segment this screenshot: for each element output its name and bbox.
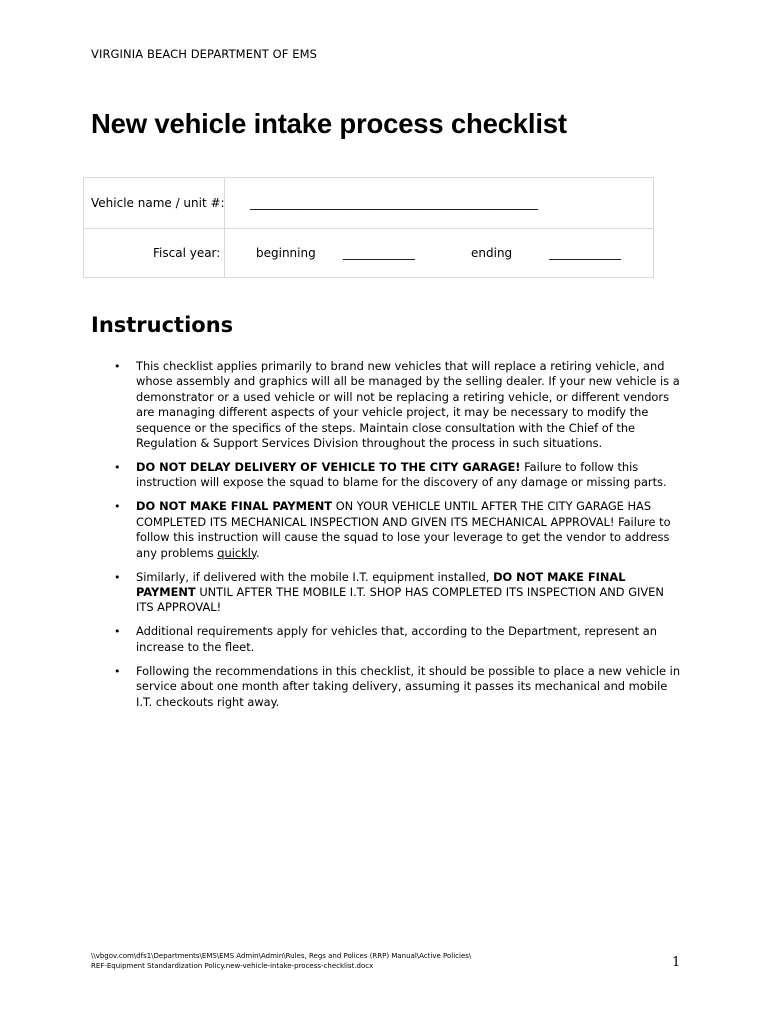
list-item (109, 570, 684, 616)
item-text: Failure to follow this instruction will expose the squad to blame for the discovery of any damage or missing parts. (136, 460, 667, 490)
item-text: ON YOUR VEHICLE UNTIL AFTER THE CITY GARAGE HAS COMPLETED ITS MECHANICAL INSPECTION AND GIVEN ITS MECHANICAL APPROVAL! Failure to follow this instruction will cause the squad to lose your leverage to get the vendor to address any problems (136, 499, 671, 560)
item-bold-text: DO NOT MAKE FINAL PAYMENT (136, 569, 626, 600)
instructions-heading: Instructions (91, 313, 234, 337)
item-underline-text: quickly (217, 545, 257, 560)
fiscal-year-row (84, 228, 653, 278)
list-item (109, 624, 684, 655)
item-lead-text: Similarly, if delivered with the mobile I.T. equipment installed, (136, 569, 494, 584)
item-text: Following the recommendations in this checklist, it should be possible to place a new vehicle in service about one month after taking delivery, assuming it passes its mechanical and mobile I.T. checkouts right away. (136, 663, 681, 709)
bullet-icon: • (114, 664, 121, 678)
item-text: This checklist applies primarily to brand new vehicles that will replace a retiring vehicle, and whose assembly and graphics will all be managed by the selling dealer. If your new vehicle is a demonstrator or a used vehicle or will not be replacing a retiring vehicle, or different vendors are managing different aspects of your vehicle project, it may be necessary to modify the sequence or the specifics of the steps. Maintain close consultation with the Chief of the Regulation & Support Services Division throughout the process in such situations. (136, 359, 680, 451)
item-text: Additional requirements apply for vehicles that, according to the Department, represent an increase to the fleet. (136, 624, 657, 654)
instructions-list (109, 359, 684, 719)
item-tail-text: . (256, 545, 260, 560)
list-item (109, 664, 684, 710)
item-bold-text: DO NOT DELAY DELIVERY OF VEHICLE TO THE CITY GARAGE! (136, 460, 521, 475)
document-title: New vehicle intake process checklist (91, 108, 567, 139)
bullet-icon: • (114, 500, 121, 514)
footer-file-path (91, 951, 471, 971)
beginning-label: beginning (256, 246, 316, 260)
ending-blank: ____________ (549, 246, 621, 260)
bullet-icon: • (114, 360, 121, 373)
bullet-icon: • (114, 625, 121, 639)
list-item (109, 460, 684, 491)
fiscal-year-label: Fiscal year: (153, 246, 221, 260)
organization-header: VIRGINIA BEACH DEPARTMENT OF EMS (91, 47, 318, 61)
bullet-icon: • (114, 570, 121, 584)
ending-label: ending (471, 246, 513, 260)
page-number: 1 (672, 955, 681, 970)
bullet-icon: • (114, 461, 121, 475)
list-item (109, 499, 684, 561)
item-text: UNTIL AFTER THE MOBILE I.T. SHOP HAS COMPLETED ITS INSPECTION AND GIVEN ITS APPROVAL! (136, 585, 664, 615)
vehicle-info-table (83, 177, 654, 278)
list-item (109, 359, 684, 451)
vehicle-name-label: Vehicle name / unit #: (91, 196, 225, 210)
vehicle-name-blank: ________________________________________________ (250, 196, 538, 210)
footer-path-line-1: \\vbgov.com\dfs1\Departments\EMS\EMS Admin\Admin\Rules, Regs and Polices (RRP) Manual\Active Policies\ (91, 952, 472, 960)
footer-path-line-2: REF-Equipment Standardization Policy.new-vehicle-intake-process-checklist.docx (91, 962, 374, 970)
item-bold-text: DO NOT MAKE FINAL PAYMENT (136, 499, 333, 514)
vehicle-name-row (84, 178, 653, 229)
beginning-blank: ____________ (343, 246, 415, 260)
